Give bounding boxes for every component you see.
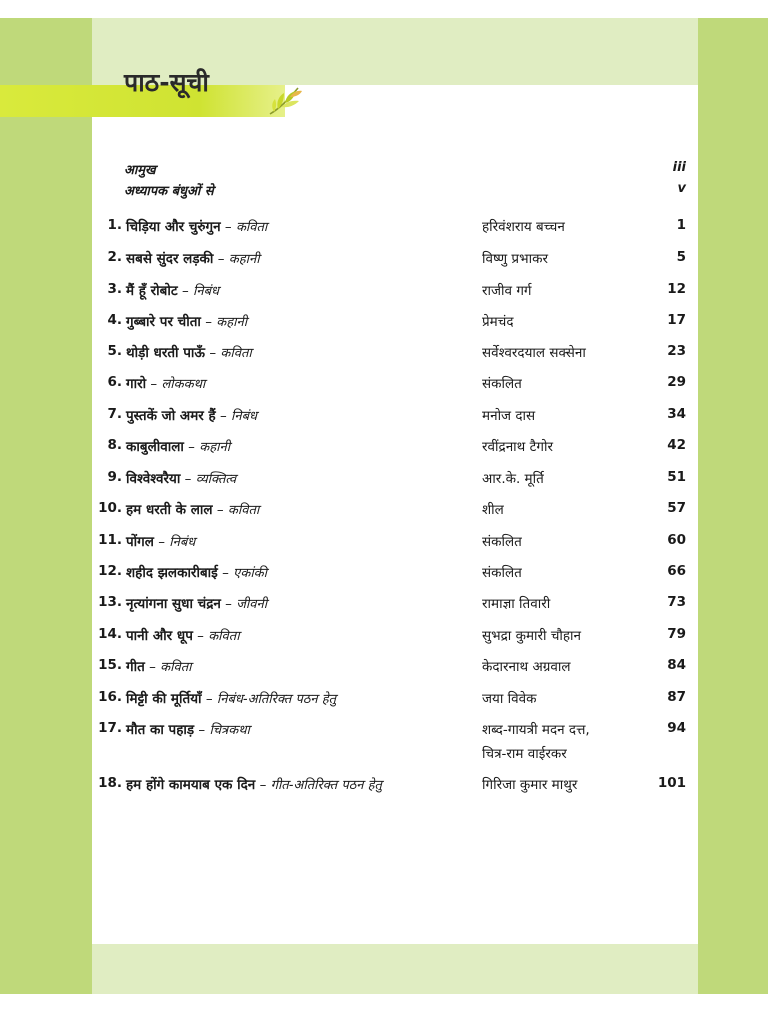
- lesson-row[interactable]: [92, 500, 686, 524]
- lesson-number: 1.: [107, 217, 122, 233]
- lesson-genre: कहानी: [199, 440, 231, 455]
- lesson-title: विश्वेश्वरैया – व्यक्तित्व: [126, 471, 237, 487]
- lesson-author: विष्णु प्रभाकर: [482, 251, 548, 267]
- lesson-genre: गीत-अतिरिक्त पठन हेतु: [270, 778, 382, 793]
- lesson-row[interactable]: [92, 657, 686, 681]
- lesson-title: गुब्बारे पर चीता – कहानी: [126, 314, 248, 330]
- lesson-page-number: 23: [667, 343, 686, 359]
- lesson-author: रामाज्ञा तिवारी: [482, 596, 551, 612]
- lesson-author: सर्वेश्वरदयाल सक्सेना: [482, 345, 586, 361]
- intro-page-number: iii: [672, 160, 686, 175]
- lesson-genre: कविता: [235, 220, 268, 235]
- lesson-number: 2.: [107, 249, 122, 265]
- lesson-row[interactable]: [92, 249, 686, 273]
- lesson-number: 7.: [107, 406, 122, 422]
- lesson-genre: निबंध: [169, 535, 196, 550]
- lesson-number: 9.: [107, 469, 122, 485]
- lesson-page-number: 73: [667, 594, 686, 610]
- lesson-row[interactable]: [92, 532, 686, 556]
- lesson-row[interactable]: [92, 720, 686, 768]
- lesson-page-number: 1: [676, 217, 686, 233]
- lesson-title: पानी और धूप – कविता: [126, 628, 240, 644]
- lesson-number: 10.: [98, 500, 122, 516]
- lesson-page-number: 5: [676, 249, 686, 265]
- lesson-author: संकलित: [482, 534, 522, 550]
- lesson-number: 11.: [98, 532, 122, 548]
- lesson-row[interactable]: [92, 469, 686, 493]
- lesson-row[interactable]: [92, 594, 686, 618]
- lesson-page-number: 87: [667, 689, 686, 705]
- lesson-author: सुभद्रा कुमारी चौहान: [482, 628, 582, 644]
- lesson-title: हम होंगे कामयाब एक दिन – गीत-अतिरिक्त पठन हेतु: [126, 777, 382, 793]
- lesson-title: काबुलीवाला – कहानी: [126, 439, 231, 455]
- lesson-genre: कविता: [208, 629, 240, 644]
- lesson-row[interactable]: [92, 437, 686, 461]
- lesson-title: पुस्तकें जो अमर हैं – निबंध: [126, 408, 258, 424]
- lesson-number: 15.: [98, 657, 122, 673]
- lesson-page-number: 60: [667, 532, 686, 548]
- lesson-title: शहीद झलकारीबाई – एकांकी: [126, 565, 268, 581]
- lesson-genre: जीवनी: [236, 597, 268, 612]
- lesson-author: जया विवेक: [482, 691, 537, 707]
- lesson-number: 5.: [107, 343, 122, 359]
- lesson-title: गारो – लोककथा: [126, 376, 206, 392]
- lesson-title: मिट्टी की मूर्तियाँ – निबंध-अतिरिक्त पठन हेतु: [126, 691, 337, 707]
- lesson-page-number: 17: [667, 312, 686, 328]
- lesson-number: 8.: [107, 437, 122, 453]
- lesson-row[interactable]: [92, 775, 686, 799]
- lesson-genre: कविता: [227, 503, 260, 518]
- lesson-page-number: 29: [667, 374, 686, 390]
- lesson-title: हम धरती के लाल – कविता: [126, 502, 260, 518]
- lesson-author: केदारनाथ अग्रवाल: [482, 659, 571, 675]
- lesson-row[interactable]: [92, 312, 686, 336]
- lesson-page-number: 42: [667, 437, 686, 453]
- lesson-author: संकलित: [482, 565, 522, 581]
- lesson-illustrator: चित्र-राम वाईरकर: [482, 746, 567, 762]
- lesson-author: हरिवंशराय बच्चन: [482, 219, 565, 235]
- lesson-title: नृत्यांगना सुधा चंद्रन – जीवनी: [126, 596, 268, 612]
- lesson-title: चिड़िया और चुरुंगुन – कविता: [126, 219, 268, 235]
- footer-panel: [92, 944, 698, 994]
- lesson-author: शब्द-गायत्री मदन दत्त,: [482, 722, 590, 738]
- bottom-margin: [0, 994, 768, 1024]
- lesson-title: सबसे सुंदर लड़की – कहानी: [126, 251, 260, 267]
- lesson-title: पोंगल – निबंध: [126, 534, 196, 550]
- lesson-row[interactable]: [92, 343, 686, 367]
- lesson-title: थोड़ी धरती पाऊँ – कविता: [126, 345, 252, 361]
- lesson-author: शील: [482, 502, 504, 518]
- lesson-title: मैं हूँ रोबोट – निबंध: [126, 283, 220, 299]
- lesson-number: 18.: [98, 775, 122, 791]
- lesson-page-number: 57: [667, 500, 686, 516]
- lesson-number: 4.: [107, 312, 122, 328]
- intro-label: अध्यापक बंधुओं से: [124, 184, 214, 199]
- lesson-genre: निबंध: [193, 284, 220, 299]
- lesson-number: 16.: [98, 689, 122, 705]
- lesson-row[interactable]: [92, 689, 686, 713]
- lesson-number: 12.: [98, 563, 122, 579]
- lesson-genre: निबंध-अतिरिक्त पठन हेतु: [216, 692, 337, 707]
- lesson-number: 6.: [107, 374, 122, 390]
- lesson-genre: कहानी: [228, 252, 260, 267]
- lesson-number: 14.: [98, 626, 122, 642]
- intro-page-number: v: [677, 181, 686, 196]
- lesson-title: गीत – कविता: [126, 659, 192, 675]
- lesson-genre: व्यक्तित्व: [195, 472, 237, 487]
- lesson-genre: लोककथा: [161, 377, 206, 392]
- lesson-genre: कविता: [160, 660, 192, 675]
- lesson-row[interactable]: [92, 563, 686, 587]
- lesson-row[interactable]: [92, 374, 686, 398]
- lesson-author: राजीव गर्ग: [482, 283, 532, 299]
- lesson-author: प्रेमचंद: [482, 314, 514, 330]
- lesson-page-number: 51: [667, 469, 686, 485]
- lesson-page-number: 12: [667, 281, 686, 297]
- lesson-title: मौत का पहाड़ – चित्रकथा: [126, 722, 250, 738]
- lesson-row[interactable]: [92, 406, 686, 430]
- lesson-genre: कहानी: [216, 315, 248, 330]
- intro-label: आमुख: [124, 163, 156, 178]
- lesson-page-number: 101: [657, 775, 686, 791]
- lesson-number: 17.: [98, 720, 122, 736]
- lesson-genre: निबंध: [231, 409, 258, 424]
- lesson-author: संकलित: [482, 376, 522, 392]
- lesson-author: आर.के. मूर्ति: [482, 471, 544, 487]
- lesson-genre: एकांकी: [233, 566, 268, 581]
- lesson-number: 3.: [107, 281, 122, 297]
- lesson-page-number: 94: [667, 720, 686, 736]
- leaf-sprig-icon: [266, 82, 306, 120]
- lesson-page-number: 34: [667, 406, 686, 422]
- lesson-author: मनोज दास: [482, 408, 536, 424]
- lesson-row[interactable]: [92, 626, 686, 650]
- lesson-genre: चित्रकथा: [209, 723, 250, 738]
- lesson-author: गिरिजा कुमार माथुर: [482, 777, 578, 793]
- lesson-author: रवींद्रनाथ टैगोर: [482, 439, 554, 455]
- lesson-row[interactable]: [92, 281, 686, 305]
- lesson-page-number: 84: [667, 657, 686, 673]
- lesson-row[interactable]: [92, 217, 686, 241]
- lesson-genre: कविता: [220, 346, 252, 361]
- lesson-page-number: 79: [667, 626, 686, 642]
- lesson-page-number: 66: [667, 563, 686, 579]
- lesson-number: 13.: [98, 594, 122, 610]
- page-title: पाठ-सूची: [124, 68, 209, 97]
